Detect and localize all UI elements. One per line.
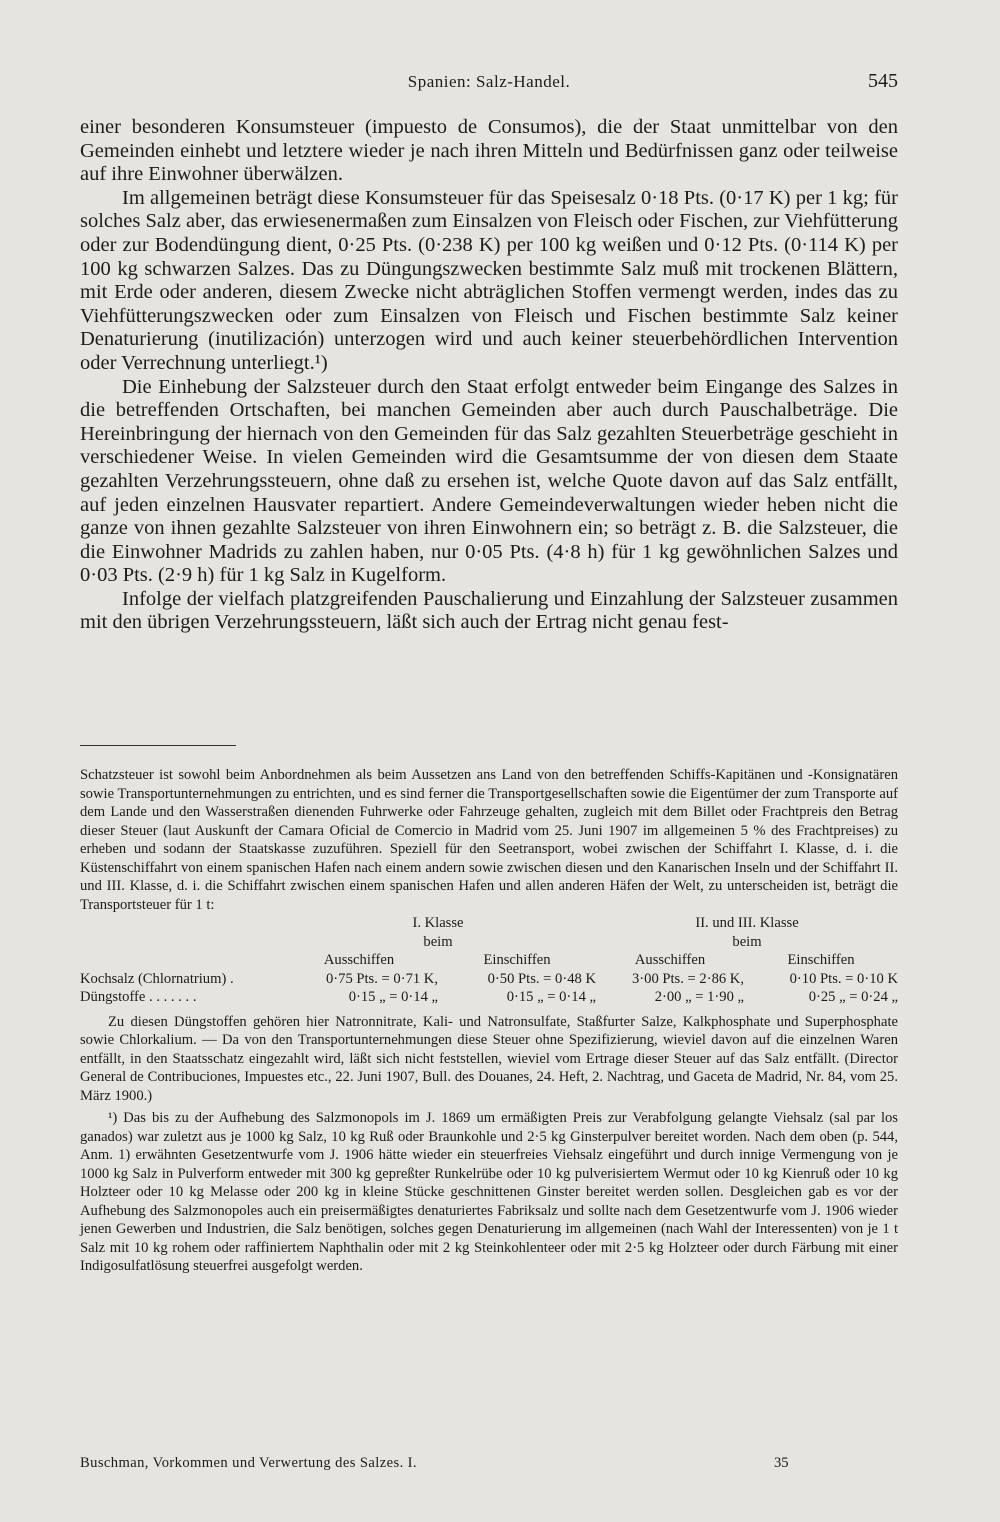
paragraph: einer besonderen Konsumsteuer (impuesto de Consumos), die der Staat unmittelbar von den Gemeinden einhebt und letztere wieder je nach ihren Mitteln und Bedürfnissen ganz oder teilweise auf ihre Einwohner überwälzen. xyxy=(80,116,898,186)
footnote-rule xyxy=(80,745,236,746)
footnote-paragraph: Zu diesen Düngstoffen gehören hier Natronnitrate, Kali- und Natronsulfate, Staßfurter Salze, Kalkphosphate und Superphosphate sowie Chlorkalium. — Da von den Transportunternehmungen diese Steuer ohne Spezifizierung, wieviel davon auf die einzelnen Waren entfällt, in den Staatsschatz eingezahlt wird, läßt sich nicht feststellen, wieviel vom Ertrage dieser Steuer auf das Salz entfällt. (Director General de Contribuciones, Impuestes etc., 22. Juni 1907, Bull. des Douanes, 24. Heft, 2. Nachtrag, und Gaceta de Madrid, Nr. 84, vom 25. März 1900.) xyxy=(80,1013,898,1104)
header-einschiffen: Einschiffen xyxy=(787,952,855,968)
running-title: Spanien: Salz-Handel. xyxy=(407,72,571,91)
table-cell: 0·15 „ = 0·14 „ xyxy=(506,989,596,1005)
row-label: Kochsalz (Chlornatrium) . xyxy=(80,970,234,987)
page-number: 545 xyxy=(868,70,898,92)
row-label: Düngstoffe . . . . . . . xyxy=(80,989,197,1005)
header-class-2-3: II. und III. Klasse xyxy=(695,915,799,931)
transport-tax-table xyxy=(80,914,898,1007)
footnote-1: ¹) Das bis zu der Aufhebung des Salzmonopols im J. 1869 um ermäßigten Preis zur Verabfolgung gelangte Viehsalz (sal par los ganados) war zuletzt aus je 1000 kg Salz, 10 kg Ruß oder Braunkohle und 2·5 kg Ginsterpulver bereitet worden. Nach dem oben (p. 544, Anm. 1) erwähnten Gesetzentwurfe vom J. 1906 hätte wieder ein steuerfreies Viehsalz eingeführt und durch innige Vermengung von je 1000 kg Salz in Pulverform entweder mit 300 kg gepreßter Runkelrübe oder 10 kg pulverisiertem Wermut oder 10 kg Kienruß oder 10 kg Holzteer oder 10 kg Melasse oder 200 kg in kleine Stücke geschnittenen Ginster bereitet werden sollen. Desgleichen gab es vor der Aufhebung des Salzmonopoles auch ein preisermäßigtes denaturiertes Fabriksalz und sollte nach dem Gesetzentwurfe vom J. 1906 wieder jenen Gewerben und Industrien, die Salz benötigen, solches gegen Denaturierung im allgemeinen (nach Wahl der Interessenten) von je 1 t Salz mit 10 kg rohem oder raffiniertem Naphthalin oder mit 2 kg Steinkohlenteer oder mit 2·5 kg Holzteer oder durch Färbung mit einer Indigosulfatlösung steuerfrei ausgefolgt werden. xyxy=(80,1110,898,1274)
header-ausschiffen: Ausschiffen xyxy=(634,952,706,968)
header-beim: beim xyxy=(423,933,453,950)
running-head xyxy=(80,72,898,100)
footnotes xyxy=(80,766,898,1276)
book-source: Buschman, Vorkommen und Verwertung des Salzes. I. xyxy=(80,1455,417,1471)
table-cell: 0·75 Pts. = 0·71 K, xyxy=(325,970,438,987)
table-cell: 2·00 „ = 1·90 „ xyxy=(654,989,744,1005)
table-cell: 0·10 Pts. = 0·10 K xyxy=(789,970,898,987)
table-row xyxy=(80,988,898,1007)
header-ausschiffen: Ausschiffen xyxy=(323,952,395,968)
paragraph: Die Einhebung der Salzsteuer durch den Staat erfolgt entweder beim Eingange des Salzes in die betreffenden Ortschaften, bei manchen Gemeinden aber auch durch Pauschalbeträge. Die Hereinbringung der hiernach von den Gemeinden für das Salz gezahlten Steuerbeträge geschieht in verschiedener Weise. In vielen Gemeinden wird die Gesamtsumme der von diesen dem Staate gezahlten Verzehrungssteuern, ohne daß zu ersehen ist, welche Quote davon auf das Salz entfällt, auf jeden einzelnen Hausvater repartiert. Andere Gemeindeverwaltungen wieder heben nicht die ganze von ihnen gezahlte Salzsteuer von ihren Einwohnern ein; so beträgt z. B. die Salzsteuer, die die Einwohner Madrids zu zahlen haben, nur 0·05 Pts. (4·8 h) für 1 kg gewöhnlichen Salzes und 0·03 Pts. (2·9 h) für 1 kg Salz in Kugelform. xyxy=(80,375,898,587)
main-text xyxy=(80,116,898,635)
table-cell: 0·50 Pts. = 0·48 K xyxy=(487,970,596,987)
table-cell: 0·25 „ = 0·24 „ xyxy=(808,989,898,1005)
paragraph: Im allgemeinen beträgt diese Konsumsteuer für das Speisesalz 0·18 Pts. (0·17 K) per 1 kg; für solches Salz aber, das erwiesenermaßen zum Einsalzen von Fleisch oder Fischen, zur Viehfütterung oder zur Bodendüngung dient, 0·25 Pts. (0·238 K) per 100 kg weißen und 0·12 Pts. (0·114 K) per 100 kg schwarzen Salzes. Das zu Düngungszwecken bestimmte Salz muß mit trockenen Blättern, mit Erde oder anderen, diesem Zwecke nicht abträglichen Stoffen vermengt werden, indes das zu Viehfütterungszwecken oder zum Einsalzen von Fleisch und Fischen bestimmte Salz keiner Denaturierung (inutilización) unterzogen wird und auch keiner steuerbehördlichen Intervention oder Verrechnung unterliegt.¹) xyxy=(80,186,898,374)
header-class-1: I. Klasse xyxy=(412,915,464,931)
table-cell: 3·00 Pts. = 2·86 K, xyxy=(631,970,744,987)
paragraph: Infolge der vielfach platzgreifenden Pauschalierung und Einzahlung der Salzsteuer zusammen mit den übrigen Verzehrungssteuern, läßt sich auch der Ertrag nicht genau fest- xyxy=(80,587,898,634)
header-beim: beim xyxy=(732,933,762,950)
table-row xyxy=(80,970,898,989)
footnote-continued: Schatzsteuer ist sowohl beim Anbordnehmen als beim Aussetzen ans Land von den betreffenden Schiffs-Kapitänen und -Konsignatären sowie Transportunternehmungen zu entrichten, und es sind ferner die Transportgesellschaften sowie die Eigentümer der zum Transporte auf dem Lande und den Wasserstraßen dienenden Fuhrwerke oder Fahrzeuge gehalten, zugleich mit dem Billet oder Frachtpreis den Betrag dieser Steuer (laut Auskunft der Camara Oficial de Comercio in Madrid vom 25. Juni 1907 im allgemeinen 5 % des Frachtpreises) zu erheben und sodann der Staatskasse zuzuführen. Speziell für den Seetransport, wobei zwischen der Schiffahrt I. Klasse, d. i. die Küstenschiffahrt von einem spanischen Hafen nach einem andern sowie zwischen diesen und den Kanarischen Inseln und der Schiffahrt II. und III. Klasse, d. i. die Schiffahrt zwischen einem spanischen Hafen und allen anderen Häfen der Welt, zu unterscheiden ist, beträgt die Transportsteuer für 1 t: xyxy=(80,767,898,913)
header-einschiffen: Einschiffen xyxy=(483,952,551,968)
table-cell: 0·15 „ = 0·14 „ xyxy=(348,989,438,1005)
signature-mark: 35 xyxy=(774,1455,789,1471)
